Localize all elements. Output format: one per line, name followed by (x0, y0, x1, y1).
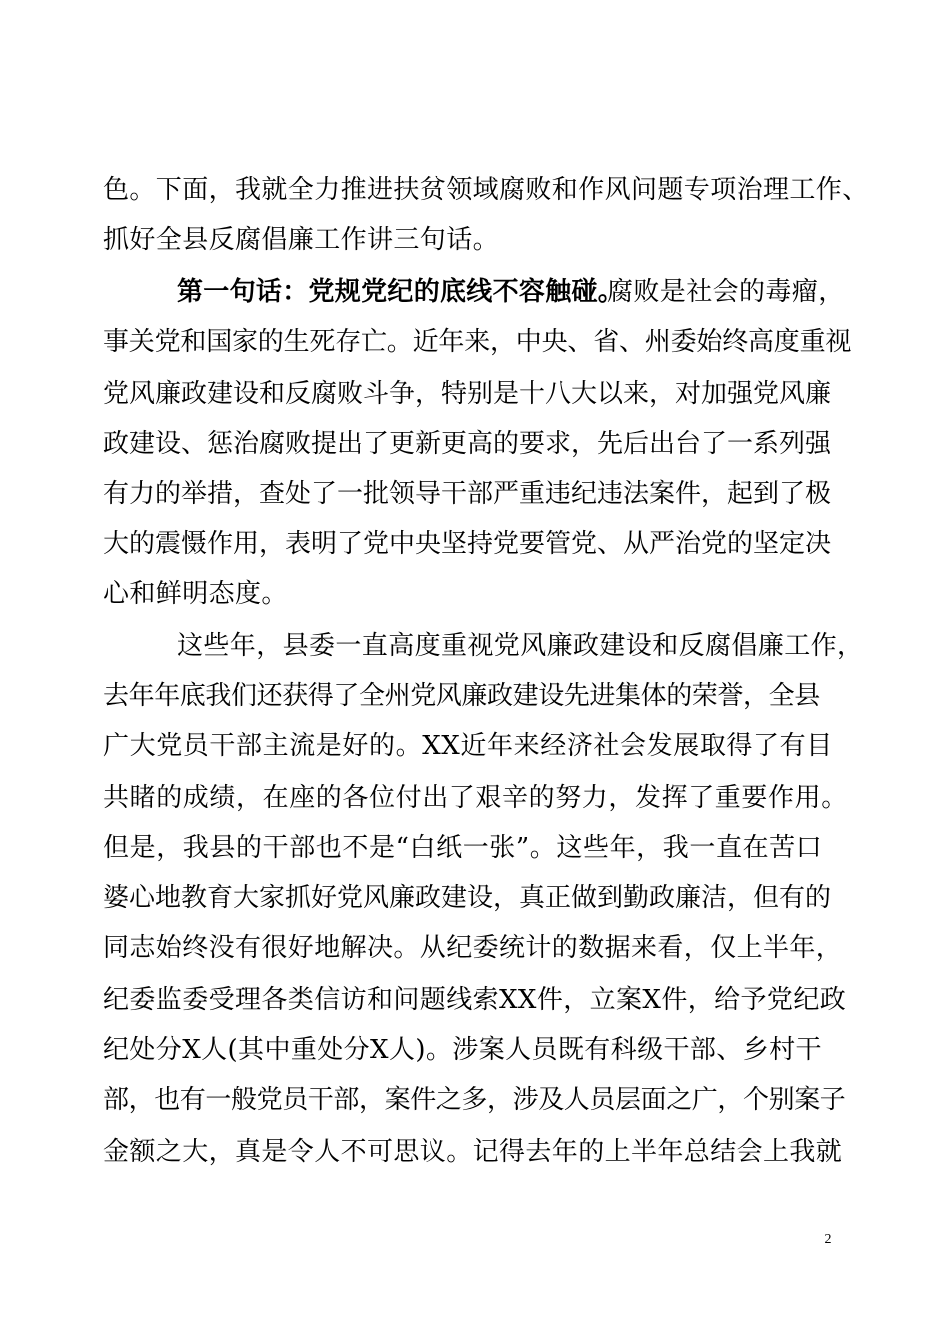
line-text: 腐败是社会的毒瘤， (607, 277, 845, 307)
line-text: 纪处分X人(其中重处分X人)。涉案人员既有科级干部、乡村干 (103, 1035, 822, 1065)
line-text: 部，也有一般党员干部，案件之多，涉及人员层面之广，个别案子 (103, 1085, 846, 1115)
text-line-13 (0, 772, 950, 824)
text-line-7 (0, 468, 950, 520)
line-text: 金额之大，真是令人不可思议。记得去年的上半年总结会上我就 (103, 1137, 843, 1167)
text-line-2 (0, 214, 950, 266)
line-text: 党风廉政建设和反腐败斗争，特别是十八大以来，对加强党风廉 (103, 379, 832, 409)
line-text: 政建设、惩治腐败提出了更新更高的要求，先后出台了一系列强 (103, 429, 832, 459)
line-text: 共睹的成绩，在座的各位付出了艰辛的努力，发挥了重要作用。 (103, 783, 848, 813)
text-line-12 (0, 720, 950, 772)
line-text: 有力的举措，查处了一批领导干部严重违纪违法案件，起到了极 (103, 479, 832, 509)
text-line-11 (0, 670, 950, 722)
line-text: 事关党和国家的生死存亡。近年来，中央、省、州委始终高度重视 (103, 327, 852, 357)
text-line-19 (0, 1074, 950, 1126)
text-line-5 (0, 368, 950, 420)
line-text: 抓好全县反腐倡廉工作讲三句话。 (103, 225, 500, 255)
line-text: 婆心地教育大家抓好党风廉政建设，真正做到勤政廉洁，但有的 (103, 883, 832, 913)
text-line-14 (0, 822, 950, 874)
line-text: 纪委监委受理各类信访和问题线索XX件，立案X件，给予党纪政 (103, 985, 847, 1015)
text-line-16 (0, 922, 950, 974)
line-text: 色。下面，我就全力推进扶贫领域腐败和作风问题专项治理工作、 (103, 175, 869, 205)
text-line-20 (0, 1126, 950, 1178)
line-text: 这些年，县委一直高度重视党风廉政建设和反腐倡廉工作， (177, 631, 864, 661)
text-line-17 (0, 974, 950, 1026)
line-text: 同志始终没有很好地解决。从纪委统计的数据来看，仅上半年， (103, 933, 843, 963)
text-line-9 (0, 568, 950, 620)
line-text: 广大党员干部主流是好的。XX近年来经济社会发展取得了有目 (103, 731, 833, 761)
text-line-4 (0, 316, 950, 368)
text-line-1 (0, 164, 950, 216)
text-line-8 (0, 518, 950, 570)
page-number: 2 (824, 1232, 832, 1247)
section-heading: 第一句话：党规党纪的底线不容触碰。 (177, 277, 625, 307)
text-line-10 (0, 620, 950, 672)
text-line-3 (0, 266, 950, 318)
line-text: 去年年底我们还获得了全州党风廉政建设先进集体的荣誉，全县 (103, 681, 820, 711)
line-text: 大的震慑作用，表明了党中央坚持党要管党、从严治党的坚定决 (103, 529, 832, 559)
text-line-6 (0, 418, 950, 470)
line-text: 但是，我县的干部也不是“白纸一张”。这些年，我一直在苦口 (103, 833, 823, 863)
text-line-18 (0, 1024, 950, 1076)
text-line-15 (0, 872, 950, 924)
line-text: 心和鲜明态度。 (103, 579, 288, 609)
